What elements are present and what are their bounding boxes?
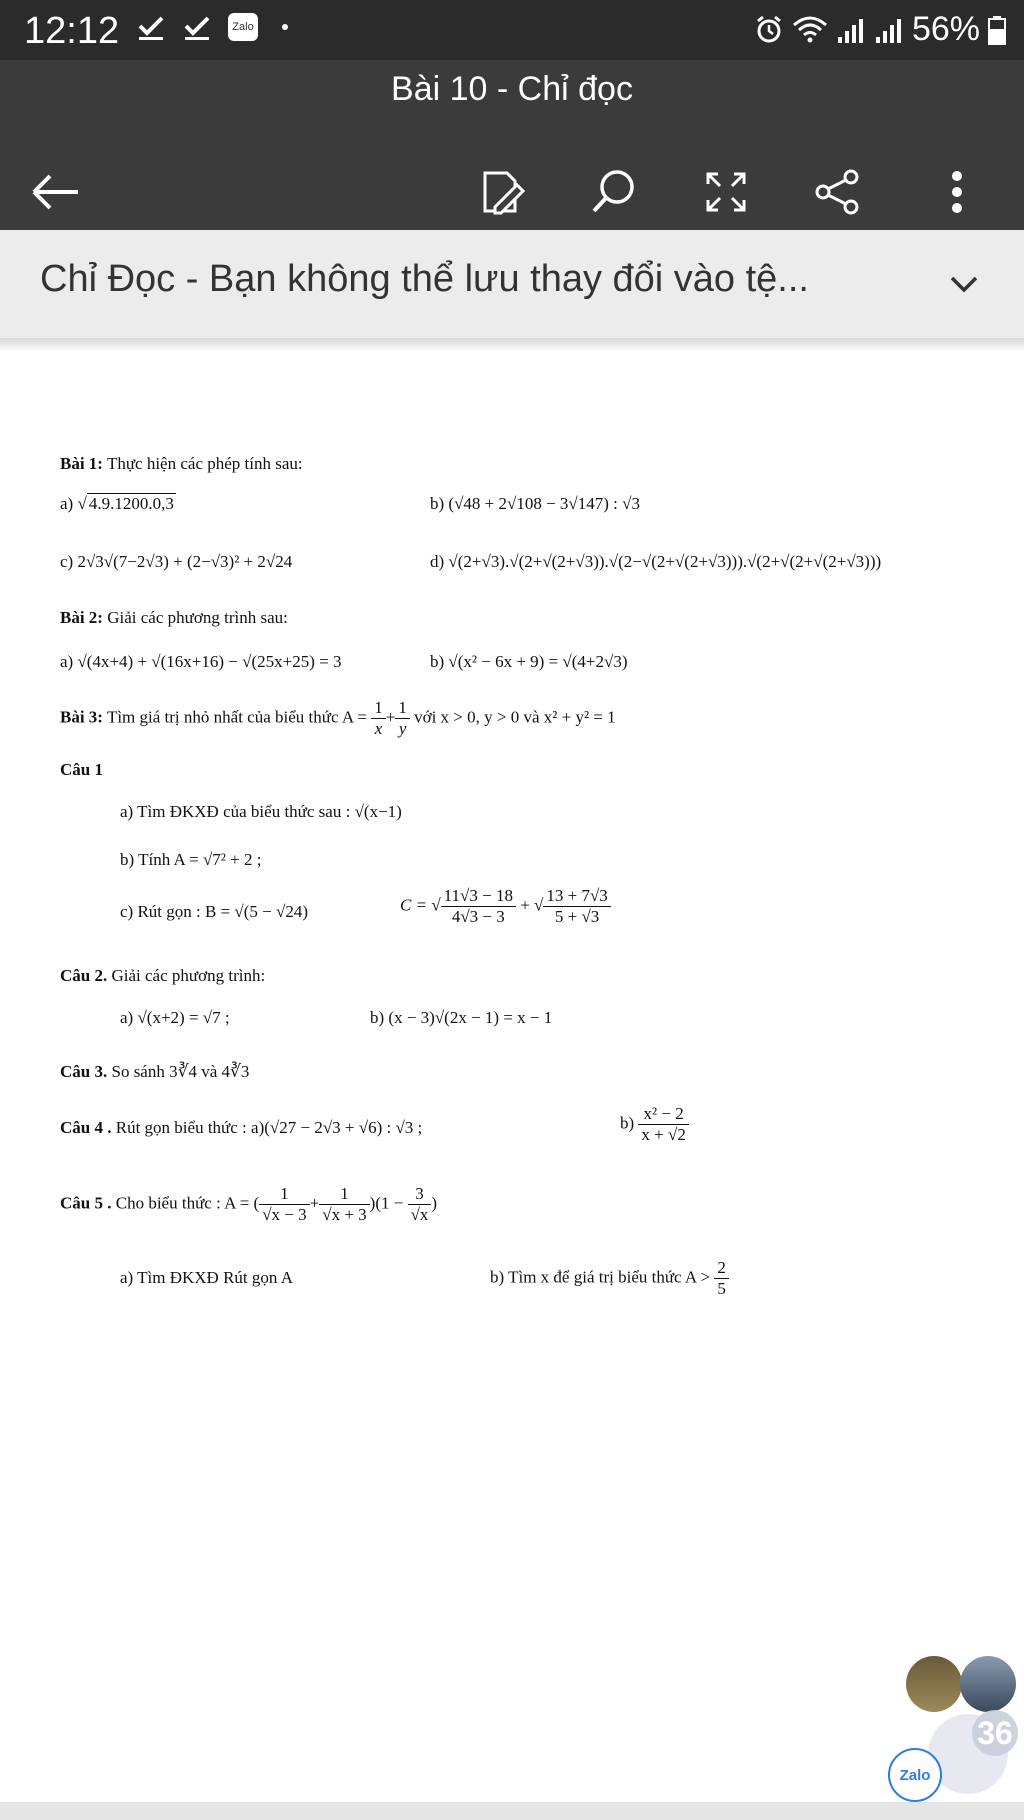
banner-shadow [0,338,1024,352]
cau5-b-frac: $\frac{2}{5}$ [714,1258,729,1299]
bai1-c-expr: 2√3√(7−2√3) + (2−√3)² + 2√24 [77,552,293,571]
cau1-a [120,802,402,822]
unread-count-badge: 36 [972,1710,1018,1756]
cau1-b [120,850,261,870]
status-bar [0,0,1024,60]
bai3-condition: với x > 0, y > 0 và x² + y² = 1 [414,707,616,727]
share-button[interactable] [806,160,870,224]
bai2-text: Giải các phương trình sau: [107,608,288,627]
document-title: Bài 10 - Chỉ đọc [391,70,633,108]
bai1-a-expr: 4.9.1200.0,3 [88,494,174,513]
cau5-title: Câu 5 . [60,1193,112,1213]
bai1-b [430,494,640,514]
share-icon [813,167,863,217]
battery-percent: 56% [911,10,980,48]
cau1-c-C: C = √ $\frac{11√3 - 18}{4√3 - 3}$ + √ $\frac{13 + 7√3}{5 + √3}$ [400,886,611,927]
cau1-a-text: a) Tìm ĐKXĐ của biểu thức sau : [120,802,351,821]
bai1-c [60,552,292,572]
zalo-logo-icon: Zalo [888,1748,942,1802]
bai2-title: Bài 2: [60,608,103,627]
bottom-edge [0,1802,1024,1820]
cau1-c [120,902,308,922]
signal-icon [836,15,866,45]
chat-heads-bubble[interactable] [888,1652,1018,1802]
cau4 [60,1118,422,1138]
status-right [754,10,1006,49]
bai2-b-expr: √(x² − 6x + 9) = √(4+2√3) [448,652,628,671]
bai1-heading [60,454,303,474]
cau3-title: Câu 3. [60,1062,108,1081]
cau3-text: So sánh [111,1062,165,1081]
cau2-title: Câu 2. [60,966,108,985]
cau5-a: a) Tìm ĐKXĐ Rút gọn A [120,1268,293,1287]
bai1-text: Thực hiện các phép tính sau: [106,454,303,473]
cau4-b-frac: $\frac{\text{x² − 2}}{x + √2}$ [638,1104,688,1145]
frac-1-x: $\frac{1}{x}$ [371,698,386,739]
download-done-icon [182,12,212,42]
cau1-title: Câu 1 [60,760,103,779]
cau4-a-expr: a)(√27 − 2√3 + √6) : √3 ; [251,1118,423,1137]
bai3-title: Bài 3: [60,707,103,727]
cau5-frac-3: $\frac{3}{√x}$ [408,1184,432,1225]
cau5-b [490,1258,729,1299]
bai1-d [430,552,881,572]
cau5-frac-2: $\frac{1}{√x + 3}$ [319,1184,369,1225]
edit-button[interactable] [470,160,534,224]
bai1-a: a) √ 4.9.1200.0,3 [60,494,174,513]
status-time: 12:12 [24,10,120,52]
label-a: a) [60,494,74,513]
bai1-d-expr: √(2+√3).√(2+√(2+√3)).√(2−√(2+√(2+√3))).√(2+√(2+√(2+√3))) [448,552,882,571]
bai2-heading [60,608,288,628]
bai2-b [430,652,628,672]
label-c: c) [60,552,74,571]
avatar [960,1656,1016,1712]
cau2-text: Giải các phương trình: [111,966,266,985]
bai2-a-expr: √(4x+4) + √(16x+16) − √(25x+25) = 3 [77,652,342,671]
notification-icons [136,12,288,42]
more-options-button[interactable] [925,160,989,224]
C-frac-1: $\frac{11√3 - 18}{4√3 - 3}$ [441,886,516,927]
cau5-frac-1: $\frac{1}{√x - 3}$ [259,1184,309,1225]
label-d: d) [430,552,445,571]
edit-icon [477,167,527,217]
back-arrow-icon [30,172,82,212]
label-b: b) [430,652,445,671]
cau3-expr: 3∛4 và 4∛3 [169,1062,250,1081]
frac-1-y: $\frac{1}{y}$ [395,698,410,739]
label-b: b) [620,1113,635,1133]
battery-icon [988,15,1006,45]
label-a: a) [60,652,74,671]
alarm-icon [754,15,784,45]
fullscreen-button[interactable] [694,160,758,224]
cau2-b-expr: (x − 3)√(2x − 1) = x − 1 [388,1008,553,1027]
cau5-text: Cho biểu thức : A = [115,1193,250,1213]
download-done-icon [136,12,166,42]
avatar [906,1656,962,1712]
more-vert-icon [949,168,965,216]
zalo-notification-icon: Zalo [228,13,258,41]
read-only-banner[interactable] [0,230,1024,338]
cau2-heading [60,966,265,986]
cau2-a-expr: √(x+2) = √7 ; [137,1008,230,1027]
cau4-b [620,1104,689,1145]
chevron-down-icon[interactable] [944,264,984,304]
read-only-message: Chỉ Đọc - Bạn không thể lưu thay đổi vào tệ... [40,258,809,300]
label-b: b) [430,494,445,513]
bai1-title: Bài 1: [60,454,103,473]
cau4-text: Rút gọn biểu thức : [115,1118,247,1137]
search-button[interactable] [582,160,646,224]
cau1-b-text: b) Tính A = [120,850,199,869]
fullscreen-icon [702,168,750,216]
signal-icon [874,15,904,45]
C-frac-2: $\frac{13 + 7√3}{5 + √3}$ [543,886,610,927]
bai2-a [60,652,341,672]
more-notifications-dot [282,24,288,30]
back-button[interactable] [24,160,88,224]
bai1-b-expr: (√48 + 2√108 − 3√147) : √3 [448,494,640,513]
bai3-text: Tìm giá trị nhỏ nhất của biểu thức A = [106,707,367,727]
cau1-a-expr: √(x−1) [354,802,402,821]
C-label: C = [400,895,428,915]
label-b: b) [370,1008,385,1027]
cau2-b [370,1008,552,1028]
cau1-b-expr: √7² + 2 ; [202,850,262,869]
cau2-a [120,1008,230,1028]
cau5-b-text: b) Tìm x để giá trị biểu thức A > [490,1267,711,1287]
cau1-c-expr: √(5 − √24) [234,902,308,921]
app-bar [0,60,1024,230]
label-a: a) [120,1008,134,1027]
bai3: Bài 3: Tìm giá trị nhỏ nhất của biểu thức A = $\frac{1}{x}$ + $\frac{1}{y}$ với x > 0, y > 0 và x² + y² = 1 [60,698,616,738]
cau1-c-text: c) Rút gọn : B = [120,902,231,921]
wifi-icon [792,15,828,45]
search-icon [589,167,639,217]
cau3 [60,1062,249,1082]
cau4-title: Câu 4 . [60,1118,112,1137]
cau5: Câu 5 . Cho biểu thức : A = ( $\frac{1}{√x - 3}$ + $\frac{1}{√x + 3}$ )(1 − $\frac{3}{√x}$ ) [60,1184,438,1224]
